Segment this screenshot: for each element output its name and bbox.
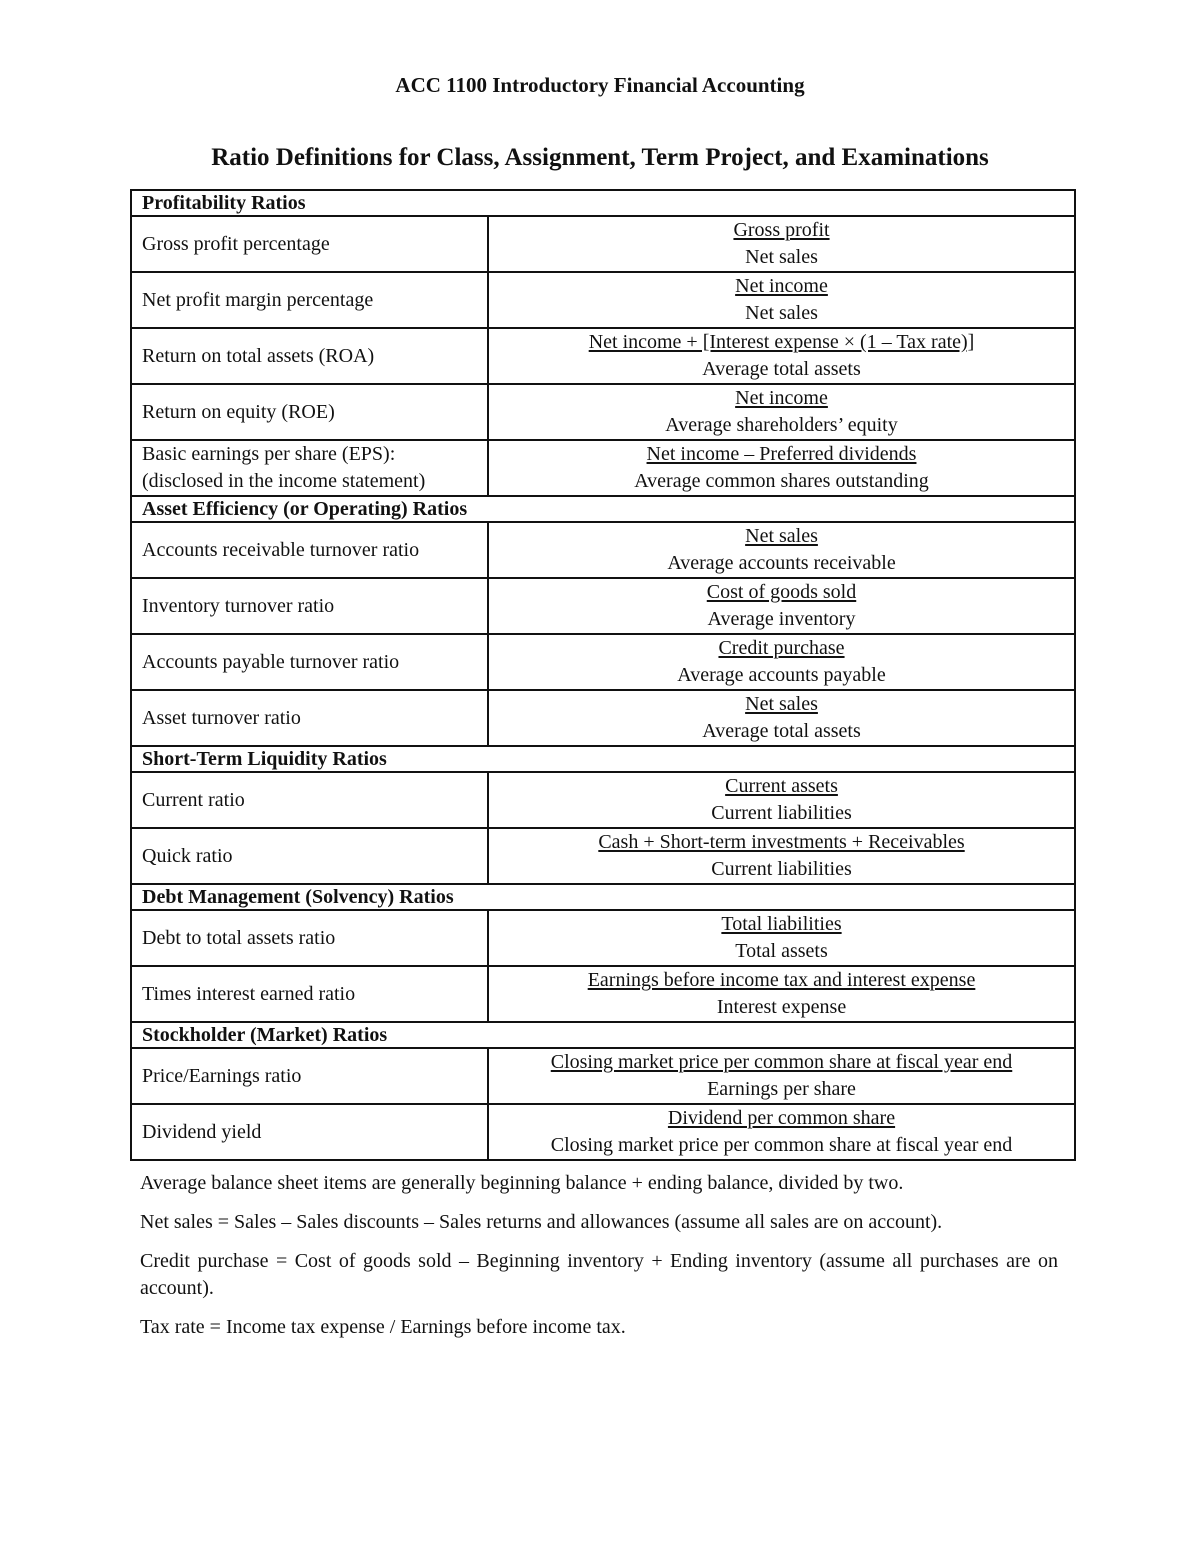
- ratio-name-note: (disclosed in the income statement): [142, 470, 426, 492]
- formula-numerator: Current assets: [725, 775, 838, 797]
- formula-denominator: Average accounts receivable: [667, 552, 896, 574]
- formula-denominator: Average total assets: [702, 358, 861, 380]
- ratio-name: Net profit margin percentage: [131, 272, 488, 328]
- ratio-formula: [488, 384, 1075, 440]
- ratio-name: Times interest earned ratio: [131, 966, 488, 1022]
- formula-denominator: Interest expense: [716, 996, 847, 1018]
- ratio-name: Accounts payable turnover ratio: [131, 634, 488, 690]
- ratio-formula: [488, 440, 1075, 496]
- formula-numerator: Net sales: [745, 525, 818, 547]
- ratio-formula: [488, 578, 1075, 634]
- table-row-current-ratio: [131, 772, 1075, 828]
- section-title: Short-Term Liquidity Ratios: [131, 746, 1075, 772]
- table-row-return-on-total-assets: [131, 328, 1075, 384]
- formula-numerator: Cost of goods sold: [706, 581, 857, 603]
- ratio-name: Return on total assets (ROA): [131, 328, 488, 384]
- ratio-formula: [488, 634, 1075, 690]
- formula-numerator: Net income: [735, 387, 828, 409]
- ratio-formula: [488, 1104, 1075, 1160]
- ratio-definitions-table: [130, 189, 1076, 1161]
- section-title: Stockholder (Market) Ratios: [131, 1022, 1075, 1048]
- section-header-asset-efficiency: [131, 496, 1075, 522]
- formula-denominator: Closing market price per common share at fiscal year end: [550, 1134, 1013, 1156]
- formula-denominator: Average inventory: [707, 608, 856, 630]
- ratio-formula: [488, 272, 1075, 328]
- ratio-name: Inventory turnover ratio: [131, 578, 488, 634]
- section-header-liquidity: [131, 746, 1075, 772]
- formula-denominator: Total assets: [735, 940, 828, 962]
- formula-numerator: Earnings before income tax and interest expense: [587, 969, 976, 991]
- table-row-quick-ratio: [131, 828, 1075, 884]
- document-title: Ratio Definitions for Class, Assignment, Term Project, and Examinations: [211, 144, 989, 171]
- formula-numerator: Total liabilities: [721, 913, 842, 935]
- ratio-name: Debt to total assets ratio: [131, 910, 488, 966]
- ratio-formula: [488, 828, 1075, 884]
- formula-denominator: Average shareholders’ equity: [665, 414, 898, 436]
- table-row-dividend-yield: [131, 1104, 1075, 1160]
- ratio-name: Current ratio: [131, 772, 488, 828]
- ratio-formula: [488, 328, 1075, 384]
- ratio-name: Quick ratio: [131, 828, 488, 884]
- formula-denominator: Net sales: [745, 302, 818, 324]
- ratio-name: Gross profit percentage: [131, 216, 488, 272]
- ratio-formula: [488, 522, 1075, 578]
- formula-denominator: Net sales: [745, 246, 818, 268]
- table-row-net-profit-margin: [131, 272, 1075, 328]
- ratio-formula: [488, 772, 1075, 828]
- ratio-name: Accounts receivable turnover ratio: [131, 522, 488, 578]
- ratio-formula: [488, 1048, 1075, 1104]
- note-net-sales: Net sales = Sales – Sales discounts – Sales returns and allowances (assume all sales are on account).: [140, 1211, 943, 1233]
- formula-numerator: Net income: [735, 275, 828, 297]
- section-header-market: [131, 1022, 1075, 1048]
- ratio-formula: [488, 690, 1075, 746]
- formula-denominator: Earnings per share: [707, 1078, 856, 1100]
- ratio-formula: [488, 216, 1075, 272]
- formula-numerator: Closing market price per common share at fiscal year end: [550, 1051, 1013, 1073]
- section-title: Asset Efficiency (or Operating) Ratios: [131, 496, 1075, 522]
- ratio-name: Asset turnover ratio: [131, 690, 488, 746]
- table-row-inventory-turnover: [131, 578, 1075, 634]
- formula-numerator: Net income – Preferred dividends: [646, 443, 917, 465]
- notes: [140, 1170, 1058, 1353]
- table-row-times-interest-earned: [131, 966, 1075, 1022]
- table-row-return-on-equity: [131, 384, 1075, 440]
- formula-numerator: Credit purchase: [718, 637, 845, 659]
- table-row-price-earnings: [131, 1048, 1075, 1104]
- formula-denominator: Current liabilities: [711, 802, 852, 824]
- formula-denominator: Average total assets: [702, 720, 861, 742]
- section-header-solvency: [131, 884, 1075, 910]
- formula-numerator: Gross profit: [733, 219, 830, 241]
- note-tax-rate: Tax rate = Income tax expense / Earnings before income tax.: [140, 1316, 626, 1338]
- ratio-formula: [488, 910, 1075, 966]
- formula-numerator: Dividend per common share: [667, 1107, 896, 1129]
- table-row-ap-turnover: [131, 634, 1075, 690]
- table-row-gross-profit-percentage: [131, 216, 1075, 272]
- formula-denominator: Current liabilities: [711, 858, 852, 880]
- ratio-formula: [488, 966, 1075, 1022]
- formula-denominator: Average common shares outstanding: [634, 470, 929, 492]
- formula-denominator: Average accounts payable: [677, 664, 886, 686]
- table-row-basic-eps: [131, 440, 1075, 496]
- formula-numerator: Net sales: [745, 693, 818, 715]
- ratio-name: [131, 440, 488, 496]
- note-credit-purchase: Credit purchase = Cost of goods sold – Beginning inventory + Ending inventory (assume all purchases are on account).: [140, 1250, 1058, 1299]
- ratio-name: Dividend yield: [131, 1104, 488, 1160]
- table-row-asset-turnover: [131, 690, 1075, 746]
- table-row-debt-to-total-assets: [131, 910, 1075, 966]
- table-row-ar-turnover: [131, 522, 1075, 578]
- ratio-name-main: Basic earnings per share (EPS):: [142, 443, 396, 465]
- section-title: Profitability Ratios: [131, 190, 1075, 216]
- section-title: Debt Management (Solvency) Ratios: [131, 884, 1075, 910]
- ratio-name: Return on equity (ROE): [131, 384, 488, 440]
- course-title: ACC 1100 Introductory Financial Accounting: [395, 73, 805, 97]
- note-average-balance: Average balance sheet items are generally beginning balance + ending balance, divided by two.: [140, 1172, 904, 1194]
- ratio-name: Price/Earnings ratio: [131, 1048, 488, 1104]
- formula-numerator: Net income + [Interest expense × (1 – Tax rate)]: [588, 331, 975, 353]
- formula-numerator: Cash + Short-term investments + Receivables: [598, 831, 965, 853]
- section-header-profitability: [131, 190, 1075, 216]
